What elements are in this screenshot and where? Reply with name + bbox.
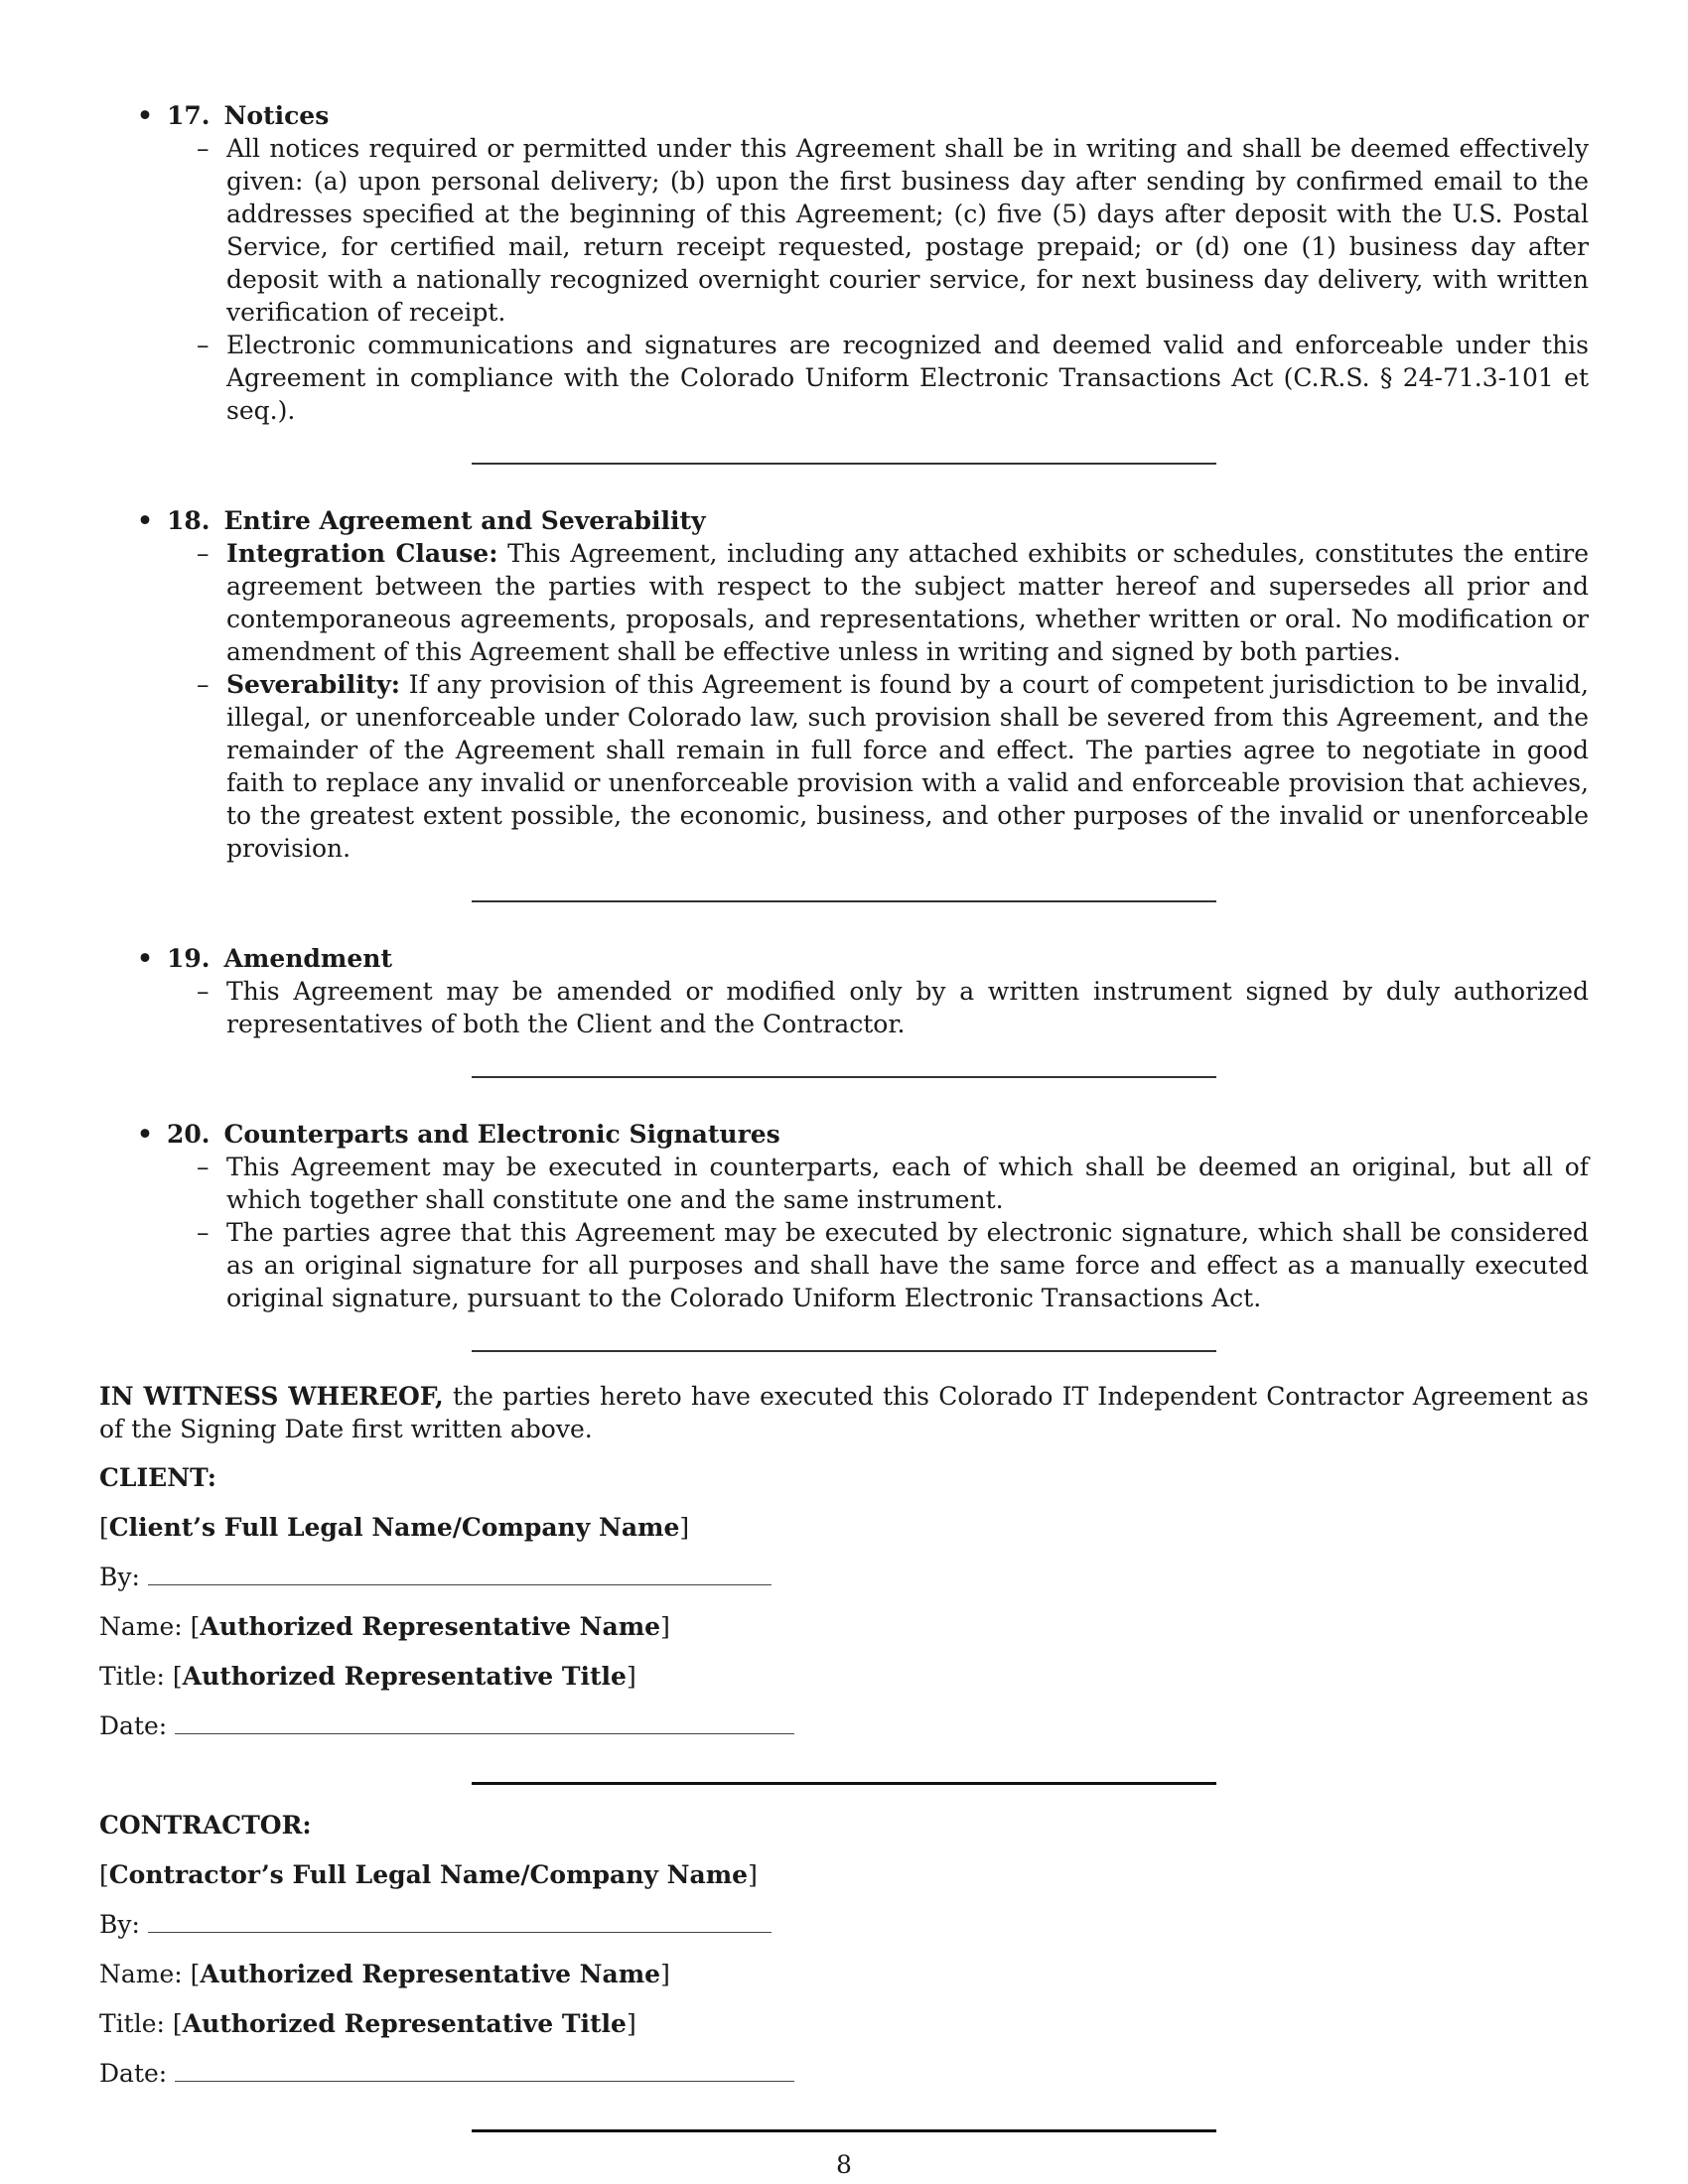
item-label: Severability: xyxy=(226,670,401,699)
section-heading xyxy=(99,99,1589,132)
list-item xyxy=(99,537,1589,668)
dash-icon: – xyxy=(197,134,210,163)
title-label: Title: xyxy=(99,2009,165,2038)
dash-icon: – xyxy=(197,539,210,568)
item-text: Electronic communications and signatures are recognized and deemed valid and enforceable under this Agreement in compliance with the Colorado Uniform Electronic Transactions Act (C.R.S. § 24-71.3-101 et seq.). xyxy=(226,331,1589,425)
item-text: The parties agree that this Agreement may be executed by electronic signature, which shall be considered as an original signature for all purposes and shall have the same force and effect as a manually executed original signature, pursuant to the Colorado Uniform Electronic Transactions Act. xyxy=(226,1218,1589,1312)
dash-icon: – xyxy=(197,331,210,359)
list-item xyxy=(99,132,1589,329)
section-heading xyxy=(99,504,1589,537)
section-number: 20. xyxy=(167,1120,211,1149)
section-title: Entire Agreement and Severability xyxy=(223,506,706,535)
bullet-icon: • xyxy=(137,1120,153,1149)
list-item xyxy=(99,1216,1589,1314)
bullet-icon: • xyxy=(137,101,153,130)
party-divider xyxy=(472,2129,1216,2132)
item-text: This Agreement, including any attached exhibits or schedules, constitutes the entire agreement between the parties with respect to the subject matter hereof and supersedes all prior and contemporaneous agreements, proposals, and representations, whether written or oral. No modification or amendment of this Agreement shall be effective unless in writing and signed by both parties. xyxy=(226,539,1589,666)
page-number: 8 xyxy=(836,2150,852,2179)
date-signature-line xyxy=(175,1711,794,1734)
item-text: All notices required or permitted under this Agreement shall be in writing and shall be deemed effectively given: (a) upon personal delivery; (b) upon the first business day after sending by confirmed email to the addresses specified at the beginning of this Agreement; (c) five (5) days after deposit with the U.S. Postal Service, for certified mail, return receipt requested, postage prepaid; or (d) one (1) business day after deposit with a nationally recognized overnight courier service, for next business day delivery, with written verification of receipt. xyxy=(226,134,1589,327)
section-entire-agreement xyxy=(99,504,1589,865)
client-date-line xyxy=(99,1709,1589,1742)
list-item xyxy=(99,329,1589,427)
section-number: 17. xyxy=(167,101,211,130)
name-label: Name: xyxy=(99,1612,183,1641)
client-by-line xyxy=(99,1561,1589,1593)
contractor-name-line: Name: [Authorized Representative Name] xyxy=(99,1960,670,1988)
dash-icon: – xyxy=(197,1153,210,1181)
item-text: This Agreement may be amended or modified only by a written instrument signed by duly authorized representatives of both the Client and the Contractor. xyxy=(226,977,1589,1038)
name-label: Name: xyxy=(99,1960,183,1988)
by-label: By: xyxy=(99,1910,140,1939)
signature-line xyxy=(148,1910,772,1933)
section-title: Notices xyxy=(223,101,330,130)
dash-icon: – xyxy=(197,1218,210,1247)
client-party-name: [Client’s Full Legal Name/Company Name] xyxy=(99,1513,690,1542)
contractor-party-name: [Contractor’s Full Legal Name/Company Name] xyxy=(99,1860,758,1889)
dash-icon: – xyxy=(197,670,210,699)
client-heading: CLIENT: xyxy=(99,1463,217,1492)
section-counterparts xyxy=(99,1118,1589,1314)
bullet-icon: • xyxy=(137,944,153,973)
contractor-date-line xyxy=(99,2057,1589,2090)
section-notices xyxy=(99,99,1589,427)
dash-icon: – xyxy=(197,977,210,1006)
witness-paragraph xyxy=(99,1380,1589,1445)
witness-text: the parties hereto have executed this Colorado IT Independent Contractor Agreement as of the Signing Date first written above. xyxy=(99,1382,1590,1443)
witness-lead: IN WITNESS WHEREOF, xyxy=(99,1382,444,1411)
section-heading xyxy=(99,942,1589,975)
list-item xyxy=(99,975,1589,1040)
item-label: Integration Clause: xyxy=(226,539,498,568)
by-label: By: xyxy=(99,1563,140,1591)
section-number: 19. xyxy=(167,944,211,973)
client-title-line: Title: [Authorized Representative Title] xyxy=(99,1662,636,1691)
contractor-title-line: Title: [Authorized Representative Title] xyxy=(99,2009,636,2038)
title-value: Authorized Representative Title xyxy=(182,2009,627,2038)
section-number: 18. xyxy=(167,506,211,535)
item-text: If any provision of this Agreement is found by a court of competent jurisdiction to be invalid, illegal, or unenforceable under Colorado law, such provision shall be severed from this Agreement, and the remainder of the Agreement shall remain in full force and effect. The parties agree to negotiate in good faith to replace any invalid or unenforceable provision with a valid and enforceable provision that achieves, to the greatest extent possible, the economic, business, and other purposes of the invalid or unenforceable provision. xyxy=(226,670,1590,863)
list-item xyxy=(99,1151,1589,1216)
name-value: Authorized Representative Name xyxy=(200,1612,661,1641)
date-signature-line xyxy=(175,2059,794,2082)
section-title: Counterparts and Electronic Signatures xyxy=(223,1120,780,1149)
contractor-heading: CONTRACTOR: xyxy=(99,1811,312,1840)
party-name-value: Client’s Full Legal Name/Company Name xyxy=(108,1513,680,1542)
title-label: Title: xyxy=(99,1662,165,1691)
section-heading xyxy=(99,1118,1589,1151)
contractor-by-line xyxy=(99,1908,1589,1941)
section-amendment xyxy=(99,942,1589,1040)
party-name-value: Contractor’s Full Legal Name/Company Name xyxy=(108,1860,749,1889)
signature-line xyxy=(148,1563,772,1585)
date-label: Date: xyxy=(99,1711,168,1740)
name-value: Authorized Representative Name xyxy=(200,1960,661,1988)
document-page xyxy=(99,99,1589,2132)
title-value: Authorized Representative Title xyxy=(182,1662,627,1691)
date-label: Date: xyxy=(99,2059,168,2088)
bullet-icon: • xyxy=(137,506,153,535)
item-text: This Agreement may be executed in counterparts, each of which shall be deemed an original, but all of which together shall constitute one and the same instrument. xyxy=(226,1153,1589,1214)
client-name-line: Name: [Authorized Representative Name] xyxy=(99,1612,670,1641)
section-title: Amendment xyxy=(223,944,392,973)
list-item xyxy=(99,668,1589,865)
